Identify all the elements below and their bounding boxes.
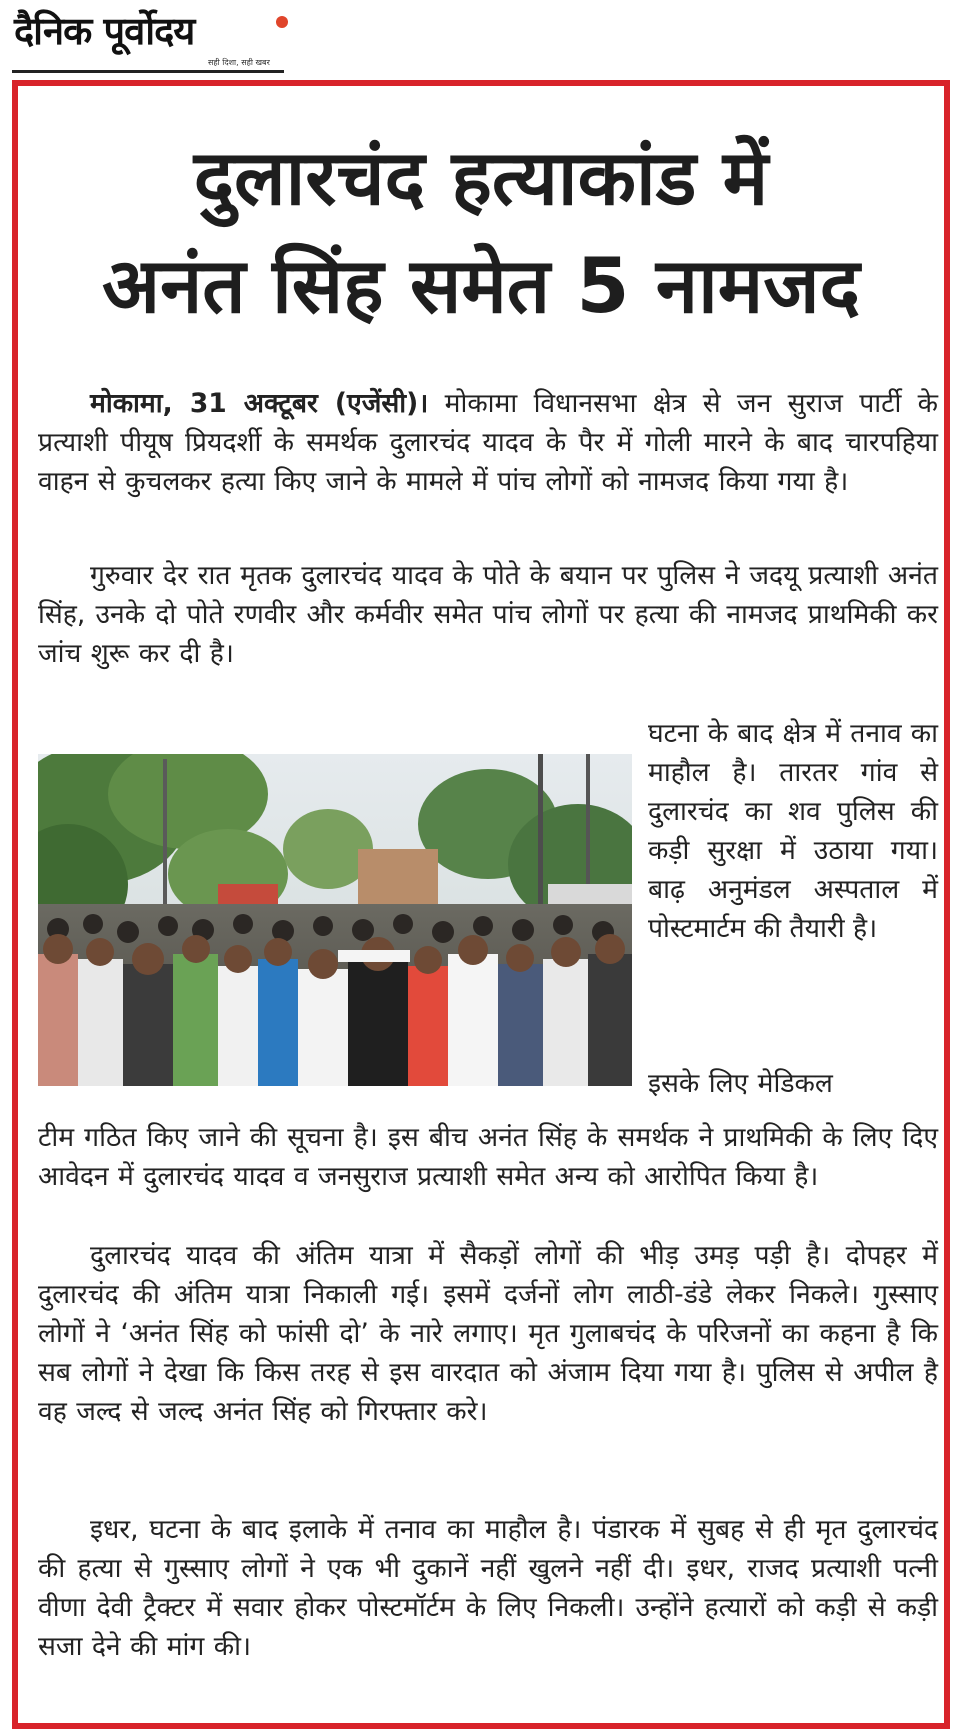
paragraph-4-text: दुलारचंद यादव की अंतिम यात्रा में सैकड़ों लोगों की भीड़ उमड़ पड़ी है। दोपहर में दुलारचंद की अंतिम यात्रा निकाली गई। इसमें दर्जनों लोग लाठी-डंडे लेकर निकले। गुस्साए लोगों ने ‘अनंत सिंह को फांसी दो’ के नारे लगाए। मृत गुलाबचंद के परिजनों का कहना है कि सब लोगों ने देखा कि किस तरह से इस वारदात को अंजाम दिया गया है। पुलिस से अपील है वह जल्द से जल्द अनंत सिंह को गिरफ्तार करे। — [38, 1240, 938, 1427]
crowd-photo-illustration — [38, 754, 632, 1086]
logo-accent-dot-icon — [276, 16, 288, 28]
side-column-text — [648, 714, 938, 948]
paragraph-2 — [38, 556, 938, 673]
side-column-body: घटना के बाद क्षेत्र में तनाव का माहौल है। तारतर गांव से दुलारचंद का शव पुलिस की कड़ी सुरक्षा में उठाया गया। बाढ़ अनुमंडल अस्पताल में पोस्टमार्टम की तैयारी है। — [648, 718, 938, 944]
headline-line-2: अनंत सिंह समेत 5 नामजद — [102, 241, 860, 330]
side-column-tail — [648, 1064, 938, 1103]
newspaper-logo: दैनिक पूर्वोदय — [14, 9, 195, 53]
news-photo — [38, 754, 632, 1086]
article-frame — [12, 80, 950, 1729]
paragraph-1 — [38, 384, 938, 501]
masthead-rule — [12, 70, 284, 73]
side-column-tail-text: इसके लिए मेडिकल — [648, 1068, 833, 1099]
headline-line-1: दुलारचंद हत्याकांड में — [193, 133, 769, 222]
paragraph-5-text: इधर, घटना के बाद इलाके में तनाव का माहौल है। पंडारक में सुबह से ही मृत दुलारचंद की हत्या से गुस्साए लोगों ने एक भी दुकानें नहीं खुलने नहीं दी। इधर, राजद प्रत्याशी पत्नी वीणा देवी ट्रैक्टर में सवार होकर पोस्टमॉर्टम के लिए निकली। उन्होंने हत्यारों को कड़ी से कड़ी सजा देने की मांग की। — [38, 1514, 938, 1662]
paragraph-5 — [38, 1510, 938, 1666]
dateline: मोकामा, 31 अक्टूबर (एजेंसी)। — [90, 388, 429, 419]
paragraph-4 — [38, 1236, 938, 1431]
masthead — [12, 6, 284, 74]
paragraph-2-text: गुरुवार देर रात मृतक दुलारचंद यादव के पोते के बयान पर पुलिस ने जदयू प्रत्याशी अनंत सिंह, उनके दो पोते रणवीर और कर्मवीर समेत पांच लोगों पर हत्या की नामजद प्राथमिकी कर जांच शुरू कर दी है। — [38, 560, 938, 669]
logo-tagline: सही दिशा, सही खबर — [208, 58, 270, 67]
paragraph-1-text: मोकामा विधानसभा क्षेत्र से जन सुराज पार्टी के प्रत्याशी पीयूष प्रियदर्शी के समर्थक दुलारचंद यादव के पैर में गोली मारने के बाद चारपहिया वाहन से कुचलकर हत्या किए जाने के मामले में पांच लोगों को नामजद किया गया है। — [38, 388, 938, 497]
paragraph-3 — [38, 1118, 938, 1196]
paragraph-3-text: टीम गठित किए जाने की सूचना है। इस बीच अनंत सिंह के समर्थक ने प्राथमिकी के लिए दिए आवेदन में दुलारचंद यादव व जनसुराज प्रत्याशी समेत अन्य को आरोपित किया है। — [38, 1122, 938, 1192]
